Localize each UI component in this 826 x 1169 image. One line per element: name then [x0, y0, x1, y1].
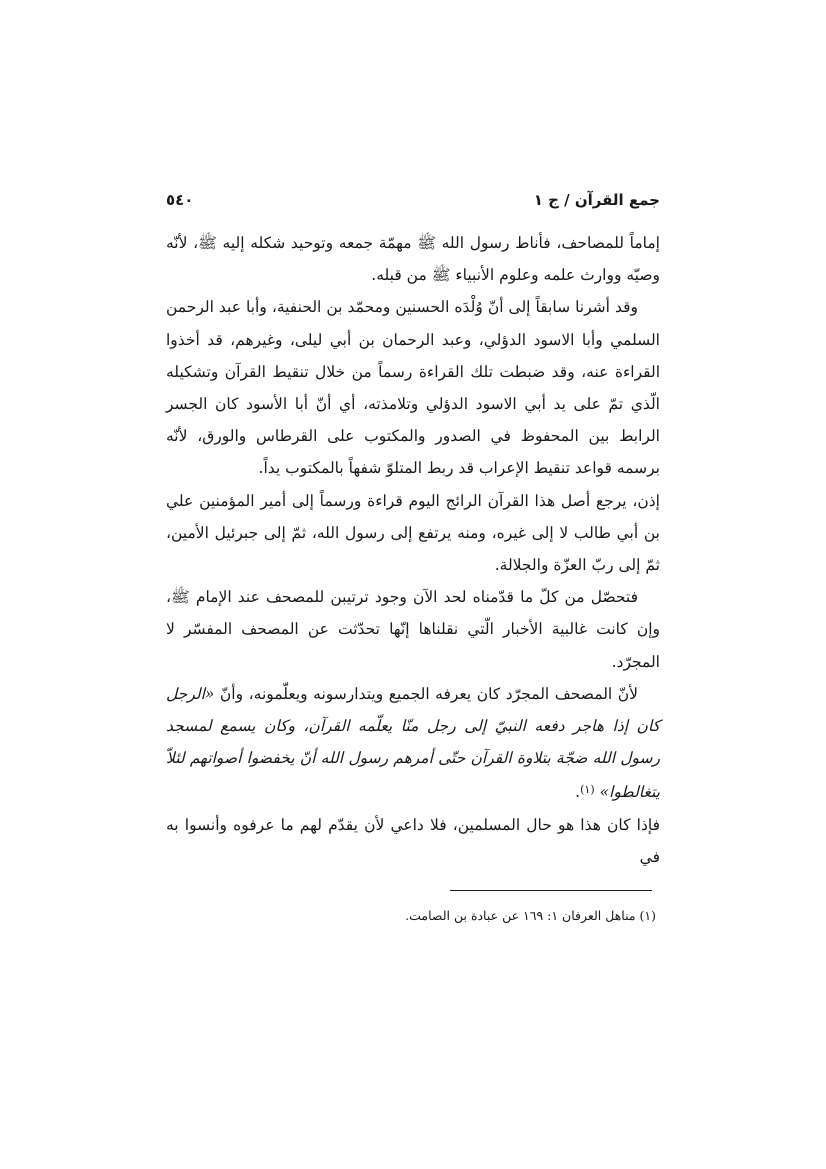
- footnote: (١) مناهل العرفان ١: ١٦٩ عن عبادة بن الصامت.: [405, 908, 656, 923]
- hadith-quote: «الرجل كان إذا هاجر دفعه النبيّ إلى رجل منّا يعلّمه القرآن، وكان يسمع لمسجد رسول الله ضجّة بتلاوة القرآن حتّى أمرهم رسول الله أنّ يخفضوا أصواتهم لئلاّ يتغالطوا»: [166, 684, 660, 802]
- paragraph-2: وقد أشرنا سابقاً إلى أنّ وُلْدَه الحسنين ومحمّد بن الحنفية، وأبا عبد الرحمن السلمي وأبا الاسود الدؤلي، وعبد الرحمان بن أبي ليلى، وغيرهم، قد أخذوا القراءة عنه، وقد ضبطت تلك القراءة رسماً من خلال تنقيط القرآن وتشكيله الّذي تمّ على يد أبي الاسود الدؤلي وتلامذته، أي أنّ أبا الأسود كان الجسر الرابط بين المحفوظ في الصدور والمكتوب على القرطاس والورق، لأنّه برسمه قواعد تنقيط الإعراب قد ربط المتلوّ شفهاً بالمكتوب يداً.: [166, 298, 660, 478]
- body-text: [166, 227, 660, 873]
- paragraph-5: لأنّ المصحف المجرّد كان يعرفه الجميع ويتدارسونه ويعلّمونه، وأنّ «الرجل كان إذا هاجر دفعه النبيّ إلى رجل منّا يعلّمه القرآن، وكان يسمع لمسجد رسول الله ضجّة بتلاوة القرآن حتّى أمرهم رسول الله أنّ يخفضوا أصواتهم لئلاّ يتغالطوا» $^{(١)}$.: [166, 684, 660, 802]
- paragraph-4: فتحصّل من كلّ ما قدّمناه لحد الآن وجود ترتيبن للمصحف عند الإمام ﷺ، وإن كانت غالبية الأخبار الّتي نقلناها إنّها تحدّثت عن المصحف المفسّر لا المجرّد.: [166, 588, 660, 671]
- paragraph-3: إذن، يرجع أصل هذا القرآن الرائج اليوم قراءة ورسماً إلى أمير المؤمنين علي بن أبي طالب لا إلى غيره، ومنه يرتفع إلى رسول الله، ثمّ إلى جبرئيل الأمين، ثمّ إلى ربّ العزّة والجلالة.: [166, 491, 660, 575]
- page-number: ٥٤٠: [166, 191, 194, 209]
- paragraph-6: فإذا كان هذا هو حال المسلمين، فلا داعي لأن يقدّم لهم ما عرفوه وأنسوا به في: [166, 815, 660, 866]
- paragraph-5-lead: لأنّ المصحف المجرّد كان يعرفه الجميع ويتدارسونه ويعلّمونه، وأنّ: [219, 684, 638, 703]
- footnote-reference: (١): [580, 783, 595, 797]
- footnote-divider: [450, 890, 652, 891]
- running-title: جمع القرآن / ج ١: [533, 191, 660, 209]
- paragraph-1: إماماً للمصاحف، فأناط رسول الله ﷺ مهمّة جمعه وتوحيد شكله إليه ﷺ، لأنّه وصيّه ووارث علمه وعلوم الأنبياء ﷺ من قبله.: [166, 234, 660, 285]
- page-header: [166, 188, 660, 212]
